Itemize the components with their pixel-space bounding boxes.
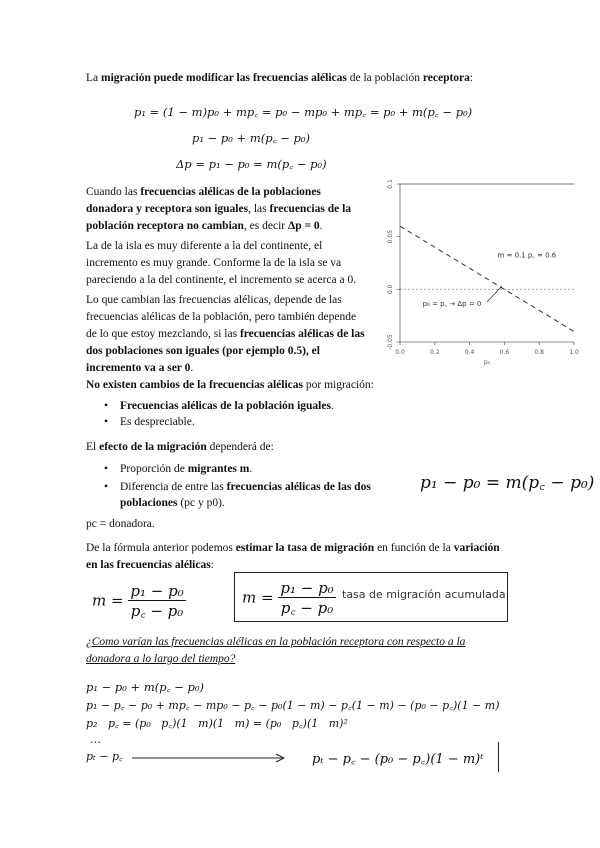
annotation-arrow (487, 286, 502, 302)
question-heading: ¿Como varían las frecuencias alélicas en la población receptora con respecto a la donadora a lo largo del tiempo? (86, 636, 466, 665)
final-formula: pₜ − p꜀ − (p₀ − p꜀)(1 − m)ᵗ (312, 752, 484, 767)
x-tick-label: 0.0 (395, 349, 405, 356)
effect-heading: El efecto de la migración dependerá de: (86, 441, 274, 453)
annotation-equilibrium: p₀ = p꜀ → Δp = 0 (422, 300, 482, 309)
boxed-formula: m = $\frac{\text{p₁ − p₀}}{\text{p꜀ − p₀}}$ (242, 579, 334, 617)
accumulated-rate-label: tasa de migración acumulada (342, 588, 506, 601)
list-item: • Es despreciable. (86, 414, 386, 430)
estimate-paragraph: De la fórmula anterior podemos estimar la tasa de migración en función de la variación en las frecuencias alélicas: (86, 542, 500, 571)
no-change-heading: No existen cambios de la frecuencias alélicas por migración: (86, 379, 374, 391)
equation-2: p₁ − p₀ + m(p꜀ − p₀) (192, 131, 310, 145)
list-item: • Proporción de migrantes m. (86, 461, 386, 477)
list-item: • Frecuencias alélicas de la población iguales. (86, 398, 386, 414)
derivation-line-1: p₁ − p₀ + m(p꜀ − p₀) (86, 680, 204, 694)
intro-line: La migración puede modificar las frecuencias alélicas de la población receptora: (86, 72, 474, 84)
pc-note: pc = donadora. (86, 518, 155, 530)
derivation-line-2: p₁ − p꜀ − p₀ + mp꜀ − mp₀ − p꜀ − p₀(1 − m) − p꜀(1 − m) − (p₀ − p꜀)(1 − m) (86, 699, 500, 712)
y-tick-label: 0.0 (387, 284, 394, 295)
equation-1: p₁ = (1 − m)p₀ + mp꜀ = p₀ − mp₀ + mp꜀ = p₀ + m(p꜀ − p₀) (134, 105, 473, 119)
derivation-line-5: pₜ − p꜀ (86, 750, 123, 763)
x-axis-label: p₀ (483, 359, 491, 366)
cursor-bar (498, 742, 499, 772)
annotation-parameters: m = 0.1 p꜀ = 0.6 (497, 251, 557, 260)
migration-rate-formula: m = $\frac{\text{p₁ − p₀}}{\text{p꜀ − p₀}}$ (92, 582, 184, 620)
paragraph-dependence: Lo que cambian las frecuencias alélicas, depende de las frecuencias alélicas de la población, pero también depende de lo que estoy mezclando, si las frecuencias alélicas de las dos poblaciones son iguales (por ejemplo 0.5), el incremento va a ser 0. (86, 294, 365, 374)
paragraph-equal-frequencies: Cuando las frecuencias alélicas de la poblaciones donadora y receptora son iguales, las frecuencias de la población receptora no cambian, es decir Δp = 0. (86, 186, 352, 232)
x-tick-label: 0.8 (534, 349, 544, 356)
migration-chart (378, 176, 588, 376)
delta-p-line (400, 226, 574, 331)
no-change-list (86, 398, 386, 430)
x-tick-label: 0.6 (499, 349, 510, 356)
arrow-icon (132, 752, 292, 764)
x-tick-label: 0.2 (430, 349, 440, 356)
list-item: • Diferencia de entre las frecuencias alélicas de las dos poblaciones (pc y p0). (86, 479, 386, 511)
side-equation: p₁ − p₀ = m(p꜀ − p₀) (420, 473, 595, 493)
paragraph-island: La de la isla es muy diferente a la del continente, el incremento es muy grande. Conforme la de la isla se va pareciendo a la del continente, el incremento se acerca a 0. (86, 240, 357, 286)
x-tick-label: 0.4 (464, 349, 475, 356)
y-tick-label: -0.05 (387, 334, 394, 350)
equation-3: Δp = p₁ − p₀ = m(p꜀ − p₀) (176, 157, 327, 171)
effect-list (86, 461, 386, 511)
derivation-line-3: p₂ p꜀ = (p₀ p꜀)(1 m)(1 m) = (p₀ p꜀)(1 m)² (86, 717, 348, 730)
y-tick-label: 0.05 (387, 229, 394, 244)
derivation-ellipsis: … (90, 733, 101, 746)
y-tick-label: 0.1 (387, 179, 394, 189)
x-tick-label: 1.0 (569, 349, 579, 356)
